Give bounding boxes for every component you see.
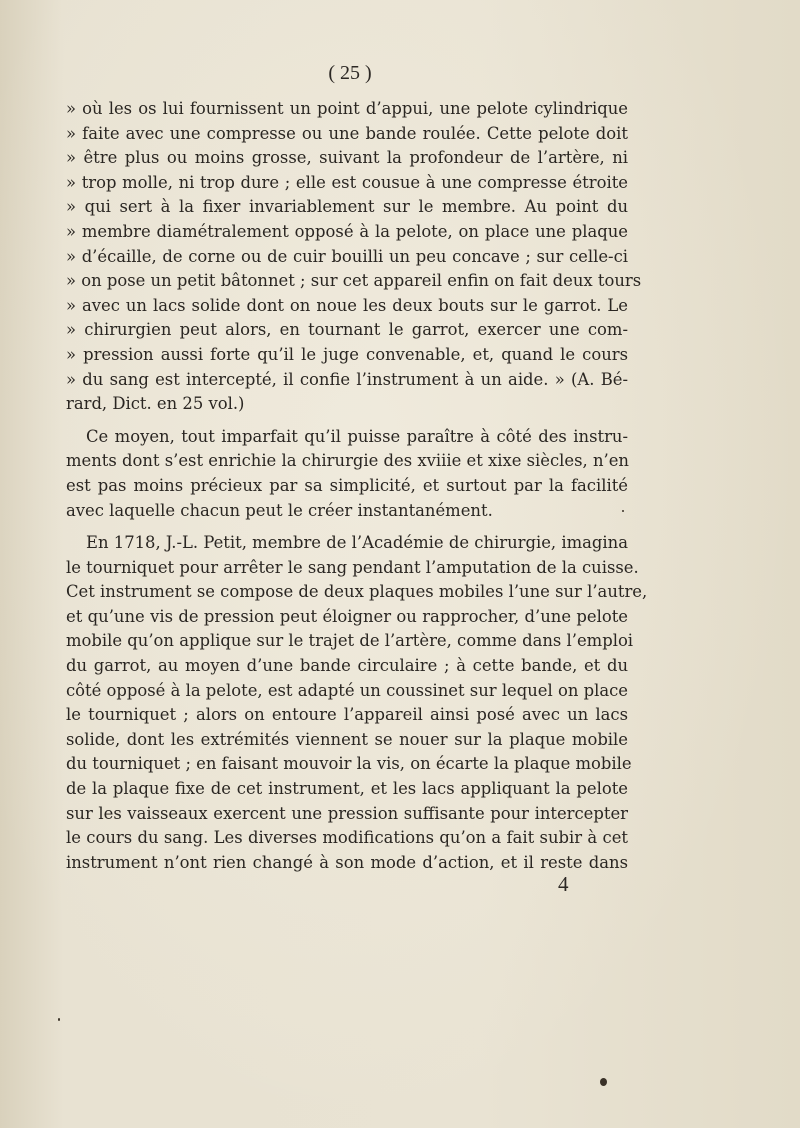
signature-mark: 4 <box>558 872 569 896</box>
text-line: » trop molle, ni trop dure ; elle est cousue à une compresse étroite <box>66 172 628 192</box>
text-line: » avec un lacs solide dont on noue les deux bouts sur le garrot. Le <box>66 295 628 315</box>
text-line: » membre diamétralement opposé à la pelote, on place une plaque <box>66 221 628 241</box>
paragraph-tourniquet <box>66 531 648 875</box>
text-line: côté opposé à la pelote, est adapté un coussinet sur lequel on place <box>66 680 628 700</box>
text-line: Cet instrument se compose de deux plaques mobiles l’une sur l’autre, <box>66 582 648 602</box>
paper-speck <box>600 1078 607 1086</box>
text-line: » où les os lui fournissent un point d’appui, une pelote cylindrique <box>66 99 628 118</box>
text-line: » chirurgien peut alors, en tournant le garrot, exercer une com- <box>66 320 628 340</box>
text-line: avec laquelle chacun peut le créer instantanément. <box>66 500 493 520</box>
text-line: le tourniquet ; alors on entoure l’appareil ainsi posé avec un lacs <box>66 705 628 725</box>
paper-speck <box>58 1018 60 1021</box>
text-line: du tourniquet ; en faisant mouvoir la vis, on écarte la plaque mobile <box>66 754 632 774</box>
text-line: instrument n’ont rien changé à son mode d’action, et il reste dans <box>66 852 628 872</box>
text-line: Ce moyen, tout imparfait qu’il puisse paraître à côté des instru- <box>86 426 628 446</box>
text-line: du garrot, au moyen d’une bande circulaire ; à cette bande, et du <box>66 656 628 676</box>
text-line: » on pose un petit bâtonnet ; sur cet appareil enfin on fait deux tours <box>66 271 642 291</box>
text-line: et qu’une vis de pression peut éloigner ou rapprocher, d’une pelote <box>66 606 628 626</box>
text-line: ments dont s’est enrichie la chirurgie des xviiie et xixe siècles, n’en <box>66 451 629 471</box>
text-line: » faite avec une compresse ou une bande roulée. Cette pelote doit <box>66 123 628 143</box>
paper-speck <box>622 510 624 512</box>
text-line: rard, Dict. en 25 vol.) <box>66 394 245 414</box>
text-line: est pas moins précieux par sa simplicité, et surtout par la facilité <box>66 475 628 495</box>
text-line: » du sang est intercepté, il confie l’instrument à un aide. » (A. Bé- <box>66 369 628 389</box>
paragraph-moyen <box>66 425 628 523</box>
text-line: de la plaque fixe de cet instrument, et les lacs appliquant la pelote <box>66 779 628 799</box>
page-number: ( 25 ) <box>328 62 372 84</box>
text-line: En 1718, J.-L. Petit, membre de l’Académie de chirurgie, imagina <box>86 533 628 553</box>
text-line: le tourniquet pour arrêter le sang pendant l’amputation de la cuisse. <box>66 557 639 577</box>
text-line: le cours du sang. Les diverses modifications qu’on a fait subir à cet <box>66 828 628 848</box>
text-line: » d’écaille, de corne ou de cuir bouilli un peu concave ; sur celle-ci <box>66 246 628 266</box>
text-line: » pression aussi forte qu’il le juge convenable, et, quand le cours <box>66 344 628 364</box>
text-line: » être plus ou moins grosse, suivant la profondeur de l’artère, ni <box>66 148 628 168</box>
text-line: mobile qu’on applique sur le trajet de l’artère, comme dans l’emploi <box>66 631 634 651</box>
text-line: solide, dont les extrémités viennent se nouer sur la plaque mobile <box>66 729 628 749</box>
text-line: sur les vaisseaux exercent une pression suffisante pour intercepter <box>66 803 628 823</box>
paragraph-quotation <box>66 97 642 417</box>
text-line: » qui sert à la fixer invariablement sur le membre. Au point du <box>66 197 628 217</box>
body-text <box>66 97 648 875</box>
